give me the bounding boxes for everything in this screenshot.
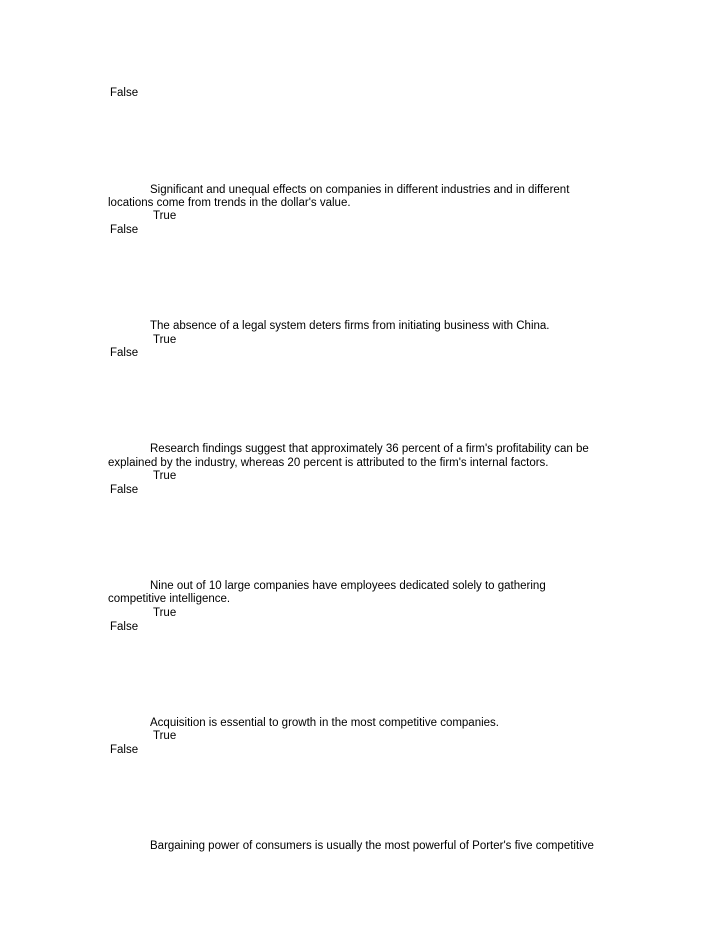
answer-option-false: False	[110, 744, 139, 756]
question-text: Significant and unequal effects on companies in different industries and in different	[150, 184, 570, 196]
question-text-continued: explained by the industry, whereas 20 percent is attributed to the firm's internal factors.	[108, 457, 549, 469]
question-text-continued: locations come from trends in the dollar's value.	[108, 197, 351, 209]
question-text-continued: competitive intelligence.	[108, 593, 231, 605]
question-text: Acquisition is essential to growth in the most competitive companies.	[150, 717, 499, 729]
answer-option-true: True	[153, 470, 177, 482]
answer-option-true: True	[153, 607, 177, 619]
answer-option-false: False	[110, 87, 139, 99]
answer-option-false: False	[110, 484, 139, 496]
answer-option-false: False	[110, 224, 139, 236]
answer-option-false: False	[110, 347, 139, 359]
question-text: Nine out of 10 large companies have employees dedicated solely to gathering	[150, 580, 546, 592]
answer-option-true: True	[153, 334, 177, 346]
answer-option-true: True	[153, 730, 177, 742]
question-text: Research findings suggest that approximately 36 percent of a firm's profitability can be	[150, 443, 589, 455]
question-text: The absence of a legal system deters firms from initiating business with China.	[150, 320, 550, 332]
answer-option-true: True	[153, 210, 177, 222]
answer-option-false: False	[110, 621, 139, 633]
question-text: Bargaining power of consumers is usually the most powerful of Porter's five competitive	[150, 840, 594, 852]
